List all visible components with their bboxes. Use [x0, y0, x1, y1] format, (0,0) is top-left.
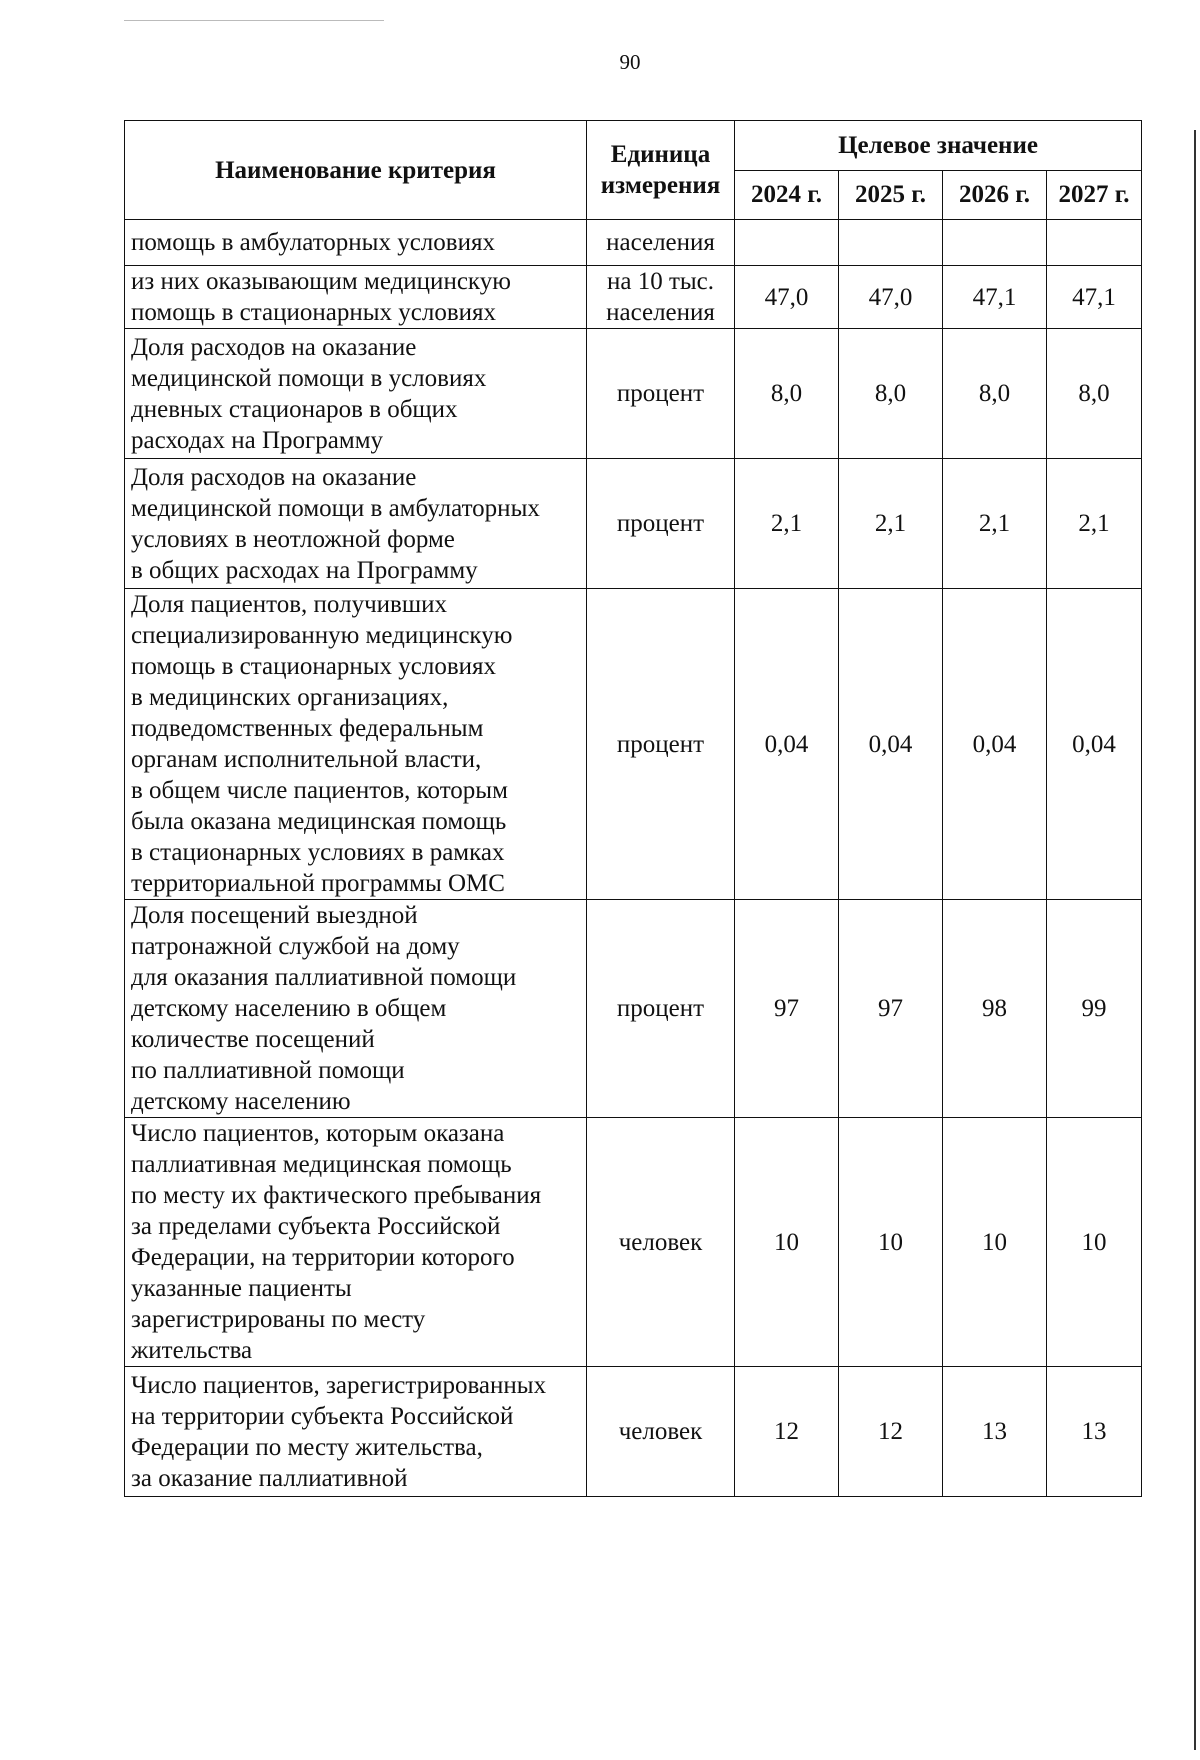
target-value-2027: 13	[1047, 1367, 1142, 1497]
target-value-2024: 97	[735, 900, 839, 1118]
scan-right-edge	[1194, 130, 1196, 1750]
target-value-2025	[839, 220, 943, 266]
target-value-2027: 0,04	[1047, 589, 1142, 900]
target-value-2027: 10	[1047, 1118, 1142, 1367]
criterion-name: помощь в амбулаторных условиях	[125, 220, 587, 266]
target-value-2026: 47,1	[943, 266, 1047, 329]
target-value-2026: 2,1	[943, 459, 1047, 589]
target-value-2024: 0,04	[735, 589, 839, 900]
target-value-2025: 8,0	[839, 329, 943, 459]
criterion-unit: процент	[587, 329, 735, 459]
target-value-2025: 12	[839, 1367, 943, 1497]
header-year-2025: 2025 г.	[839, 170, 943, 220]
target-value-2026: 0,04	[943, 589, 1047, 900]
target-value-2026: 8,0	[943, 329, 1047, 459]
criterion-unit: процент	[587, 900, 735, 1118]
criterion-name: Доля посещений выездной патронажной службой на дому для оказания паллиативной помощи детскому населению в общем количестве посещений по паллиативной помощи детскому населению	[125, 900, 587, 1118]
table-row	[125, 900, 1142, 1118]
table-row	[125, 329, 1142, 459]
target-value-2027	[1047, 220, 1142, 266]
scan-edge-line	[124, 20, 384, 21]
target-value-2027: 8,0	[1047, 329, 1142, 459]
header-target-value: Целевое значение	[735, 121, 1142, 171]
criterion-unit: населения	[587, 220, 735, 266]
table-row	[125, 459, 1142, 589]
target-value-2025: 47,0	[839, 266, 943, 329]
criterion-unit: человек	[587, 1118, 735, 1367]
criteria-rows	[125, 220, 1142, 1497]
table-row	[125, 266, 1142, 329]
criterion-unit: процент	[587, 459, 735, 589]
header-year-2026: 2026 г.	[943, 170, 1047, 220]
table-row	[125, 220, 1142, 266]
criterion-unit: человек	[587, 1367, 735, 1497]
criterion-name: Доля расходов на оказание медицинской помощи в амбулаторных условиях в неотложной форме в общих расходах на Программу	[125, 459, 587, 589]
criterion-name: Число пациентов, зарегистрированных на территории субъекта Российской Федерации по месту жительства, за оказание паллиативной	[125, 1367, 587, 1497]
page-number: 90	[619, 50, 641, 74]
target-value-2025: 2,1	[839, 459, 943, 589]
header-year-2024: 2024 г.	[735, 170, 839, 220]
target-value-2026: 10	[943, 1118, 1047, 1367]
header-unit: Единица измерения	[587, 121, 735, 220]
target-value-2027: 99	[1047, 900, 1142, 1118]
criterion-name: из них оказывающим медицинскую помощь в стационарных условиях	[125, 266, 587, 329]
criterion-unit: процент	[587, 589, 735, 900]
target-value-2026: 13	[943, 1367, 1047, 1497]
target-value-2024: 10	[735, 1118, 839, 1367]
target-value-2026: 98	[943, 900, 1047, 1118]
header-criterion-name: Наименование критерия	[125, 121, 587, 220]
target-value-2027: 2,1	[1047, 459, 1142, 589]
table-row	[125, 589, 1142, 900]
target-value-2027: 47,1	[1047, 266, 1142, 329]
target-value-2024: 2,1	[735, 459, 839, 589]
target-value-2024: 47,0	[735, 266, 839, 329]
criterion-name: Доля пациентов, получивших специализированную медицинскую помощь в стационарных условиях в медицинских организациях, подведомственных федеральным органам исполнительной власти, в общем числе пациентов, которым была оказана медицинская помощь в стационарных условиях в рамках территориальной программы ОМС	[125, 589, 587, 900]
target-value-2025: 97	[839, 900, 943, 1118]
criterion-unit: на 10 тыс. населения	[587, 266, 735, 329]
criteria-table	[124, 120, 1142, 1497]
header-year-2027: 2027 г.	[1047, 170, 1142, 220]
table-row	[125, 1118, 1142, 1367]
criterion-name: Число пациентов, которым оказана паллиативная медицинская помощь по месту их фактического пребывания за пределами субъекта Российской Федерации, на территории которого указанные пациенты зарегистрированы по месту жительства	[125, 1118, 587, 1367]
target-value-2024: 8,0	[735, 329, 839, 459]
target-value-2026	[943, 220, 1047, 266]
target-value-2025: 10	[839, 1118, 943, 1367]
target-value-2024	[735, 220, 839, 266]
table-row	[125, 1367, 1142, 1497]
target-value-2025: 0,04	[839, 589, 943, 900]
target-value-2024: 12	[735, 1367, 839, 1497]
criterion-name: Доля расходов на оказание медицинской помощи в условиях дневных стационаров в общих расходах на Программу	[125, 329, 587, 459]
